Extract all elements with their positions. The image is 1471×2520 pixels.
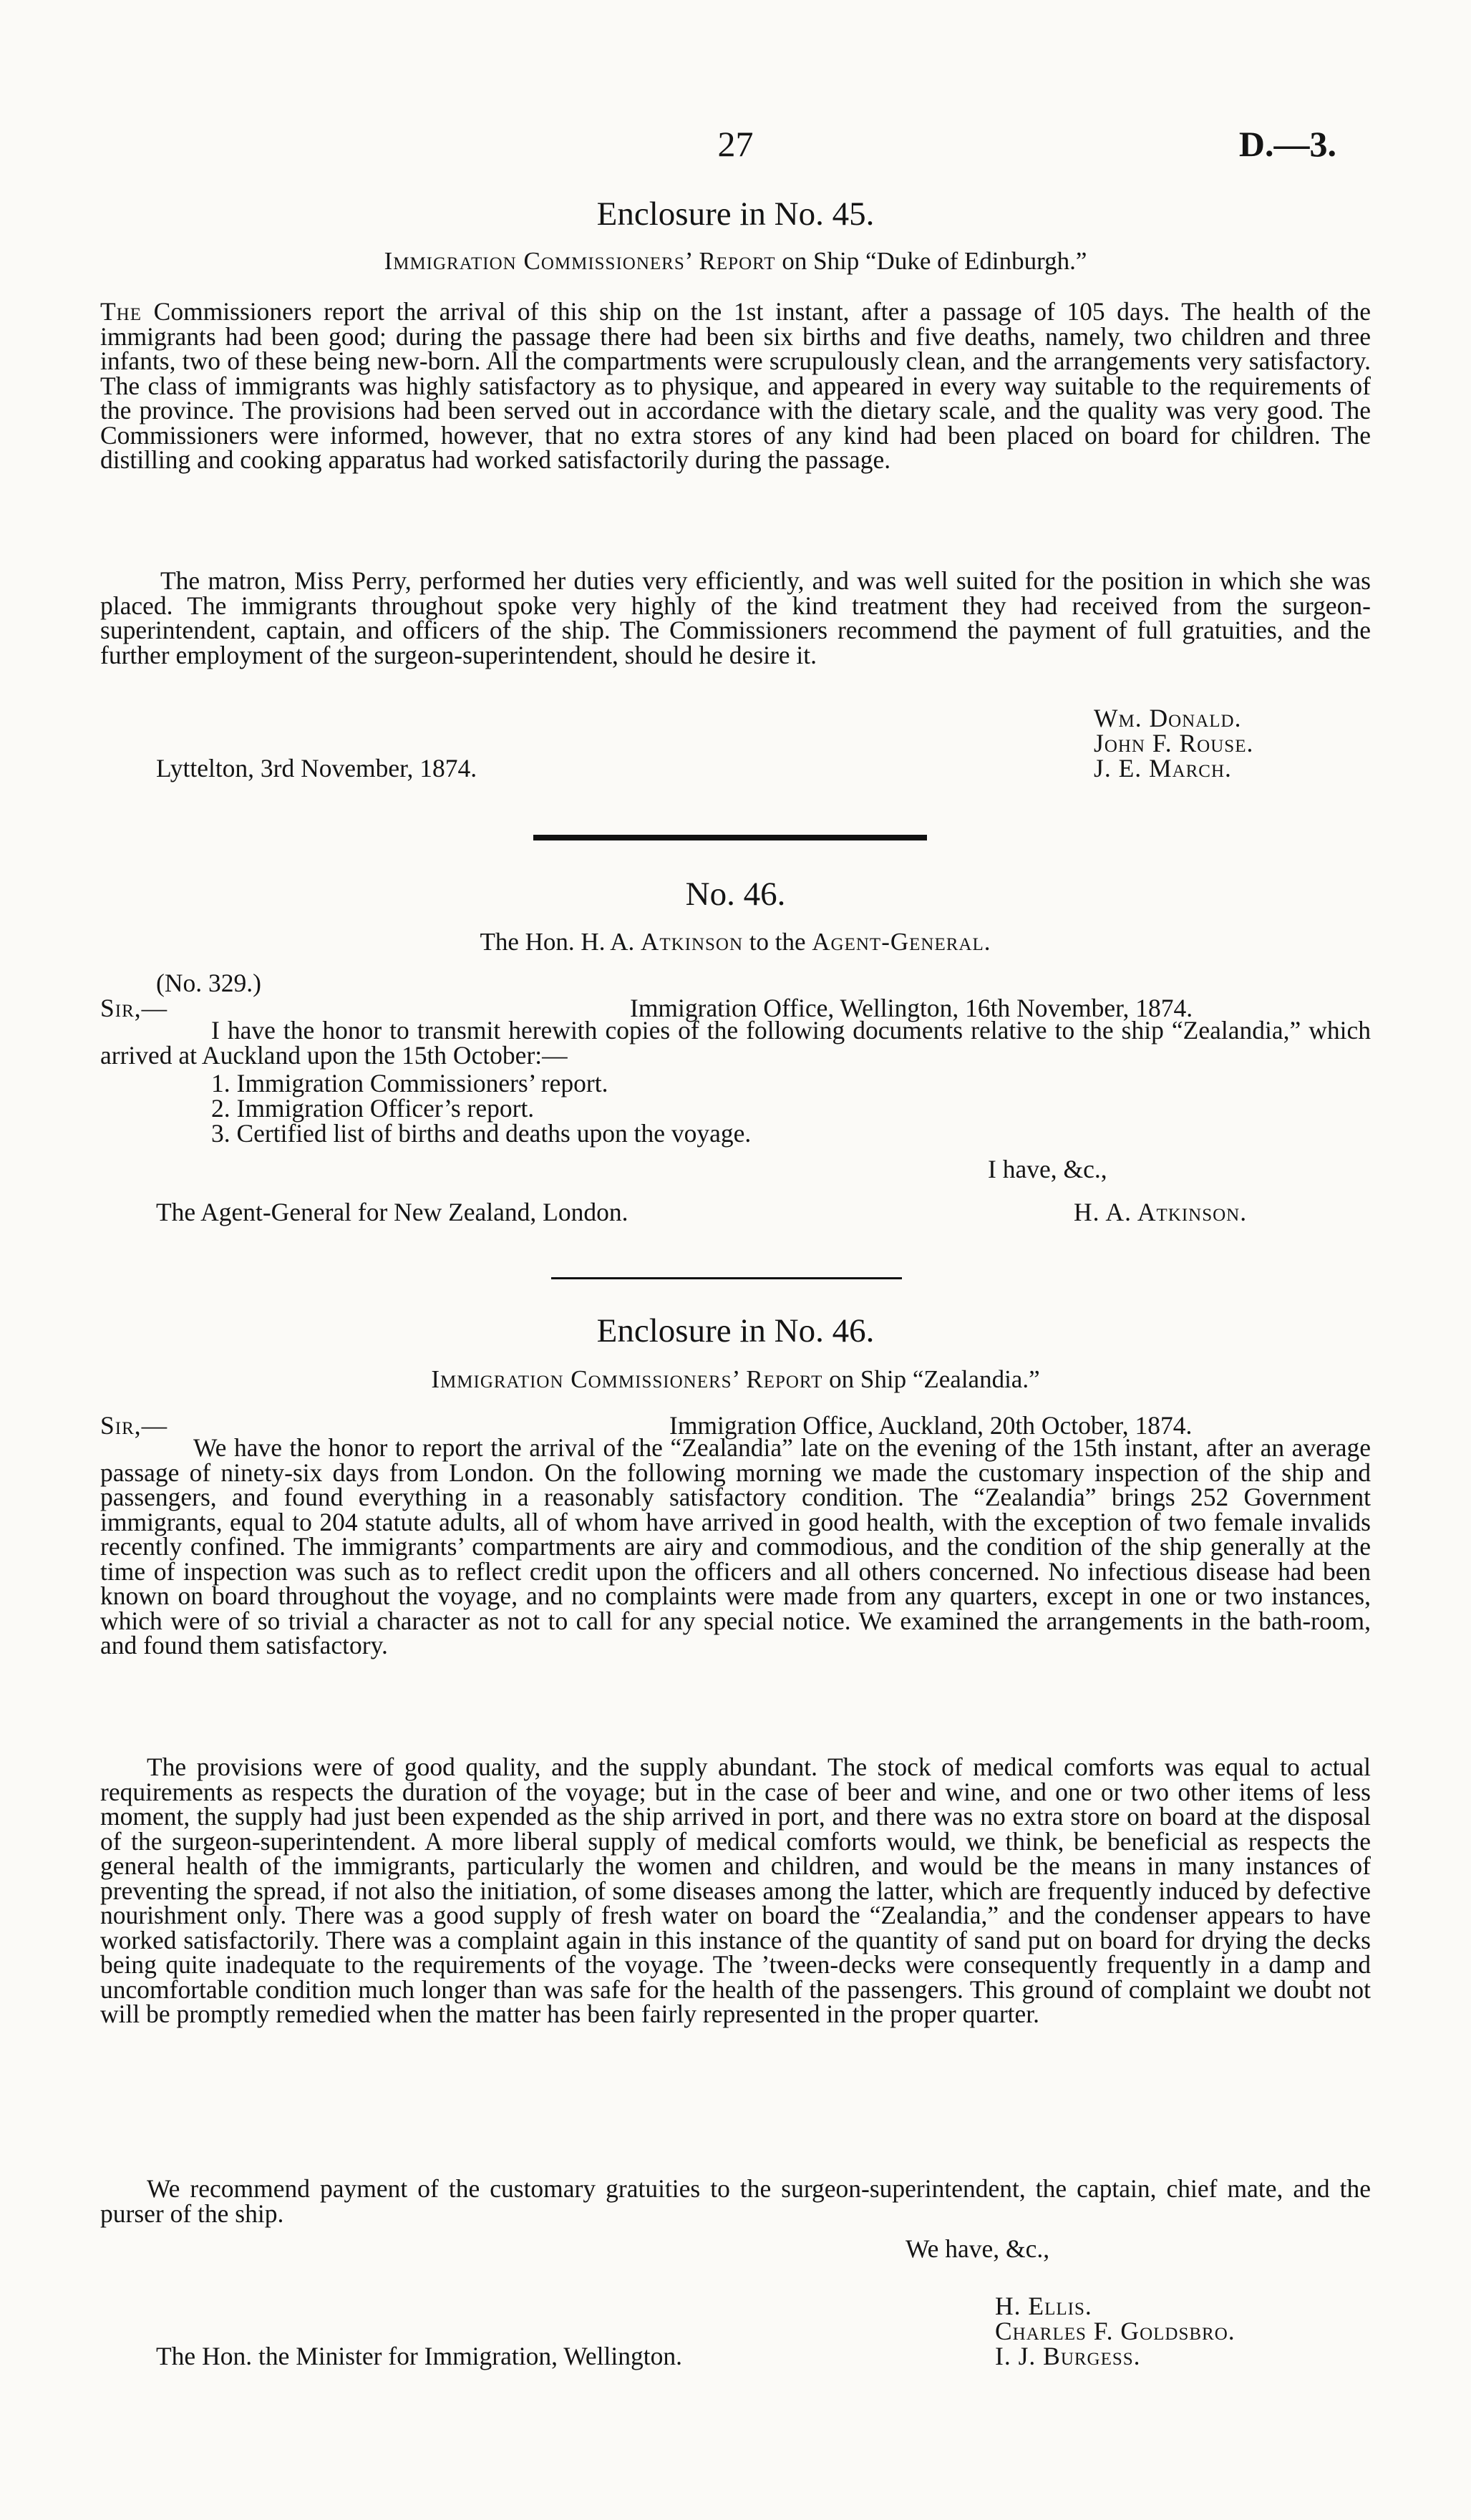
subheading-part: to the [743, 928, 812, 956]
signatory-3: I. J. Burgess. [995, 2342, 1141, 2370]
document-reference: D.—3. [1238, 124, 1336, 164]
enclosure-46-heading: Enclosure in No. 46. [596, 1312, 875, 1349]
subheading-name: Atkinson [641, 928, 744, 956]
enclosure-46-paragraph-1: We have the honor to report the arrival of the “Zealandia” late on the evening of the 15th instant, after an average passage of ninety-six days from London. On the following morning we made the customary inspection of the ship and passengers, and found everything in a reasonably satisfactory condition. The “Zealandia” brings 252 Government immigrants, equal to 204 statute adults, all of whom have arrived in good health, with the exception of two female invalids recently confined. The immigrants’ compartments are airy and commodious, and the condition of the ship generally at the time of inspection was such as to reflect credit upon the officers and all others concerned. No infectious disease had been known on board throughout the voyage, and no complaints were made from any quarters, except in one or two instances, which were of so trivial a character as not to call for any special notice. We examined the arrangements in the bath-room, and found them satisfactory. [100, 1433, 1371, 1659]
subheading-recipient: Agent-General. [812, 928, 991, 956]
no-46-subheading [0, 928, 1471, 956]
enclosure-45-subheading [0, 247, 1471, 276]
subheading-report-title: Immigration Commissioners’ Report [431, 1365, 823, 1393]
office-date: Immigration Office, Wellington, 16th November, 1874. [630, 994, 1193, 1022]
addressee: The Hon. the Minister for Immigration, Wellington. [156, 2342, 682, 2370]
signatory-2: John F. Rouse. [1094, 729, 1254, 757]
signatory-3: J. E. March. [1094, 754, 1232, 782]
enclosure-45-paragraph-1 [100, 299, 1371, 472]
signatory-2: Charles F. Goldsbro. [995, 2317, 1235, 2345]
salutation: Sir,— [100, 1411, 168, 1440]
page-number: 27 [717, 124, 754, 164]
subheading-report-title: Immigration Commissioners’ Report [384, 247, 776, 275]
list-item-1: 1. Immigration Commissioners’ report. [211, 1069, 608, 1097]
enclosure-45-paragraph-2: The matron, Miss Perry, performed her duties very efficiently, and was well suited for the position in which she was placed. The immigrants throughout spoke very highly of the kind treatment they had received from the surgeon-superintendent, captain, and officers of the ship. The Commissioners recommend the payment of full gratuities, and the further employment of the surgeon-superintendent, should he desire it. [100, 566, 1371, 669]
section-divider-thin [551, 1277, 902, 1279]
office-date: Immigration Office, Auckland, 20th October, 1874. [669, 1411, 1193, 1440]
reference-number: (No. 329.) [156, 969, 261, 997]
addressee: The Agent-General for New Zealand, London. [156, 1198, 628, 1226]
letter-closing: I have, &c., [988, 1155, 1107, 1183]
list-item-3: 3. Certified list of births and deaths upon the voyage. [211, 1119, 752, 1148]
salutation: Sir,— [100, 994, 168, 1022]
subheading-ship: on Ship “Duke of Edinburgh.” [775, 247, 1087, 275]
subheading-ship: on Ship “Zealandia.” [822, 1365, 1040, 1393]
no-46-heading: No. 46. [685, 876, 786, 913]
enclosure-45-heading: Enclosure in No. 45. [596, 195, 875, 233]
place-date: Lyttelton, 3rd November, 1874. [156, 754, 477, 782]
letter-body: I have the honor to transmit herewith copies of the following documents relative to the ship “Zealandia,” which arrived at Auckland upon the 15th October:— [100, 1016, 1371, 1070]
subheading-part: The Hon. H. A. [480, 928, 641, 956]
enclosure-46-subheading [0, 1365, 1471, 1394]
enclosure-46-paragraph-2: The provisions were of good quality, and the supply abundant. The stock of medical comforts was equal to actual requirements as respects the duration of the voyage; but in the case of beer and wine, and one or two other items of less moment, the supply had just been expended as the ship arrived in port, and there was no extra store on board at the disposal of the surgeon-superintendent. A more liberal supply of medical comforts would, we think, be beneficial as respects the general health of the immigrants, particularly the women and children, and would be the means in many instances of preventing the spread, if not also the initiation, of some diseases among the latter, which are frequently induced by defective nourishment only. There was a good supply of fresh water on board the “Zealandia,” and the condenser appears to have worked satisfactorily. There was a complaint again in this instance of the quantity of sand put on board for drying the decks being quite inadequate to the requirements of the voyage. The ’tween-decks were consequently frequently in a damp and uncomfortable condition much longer than was safe for the health of the passengers. This ground of complaint we doubt not will be promptly remedied when the matter has been fairly represented in the proper quarter. [100, 1753, 1371, 2028]
section-divider-thick [533, 835, 927, 840]
enclosure-46-paragraph-3: We recommend payment of the customary gratuities to the surgeon-superintendent, the captain, chief mate, and the purser of the ship. [100, 2174, 1371, 2228]
letter-closing: We have, &c., [906, 2234, 1050, 2263]
signatory-1: H. Ellis. [995, 2292, 1092, 2320]
signature: H. A. Atkinson. [1074, 1198, 1248, 1226]
paragraph-text: Commissioners report the arrival of this ship on the 1st instant, after a passage of 105 days. The health of the immigrants had been good; during the passage there had been six births and five deaths, namely, two children and three infants, two of these being new-born. All the compartments were scrupulously clean, and the arrangements very satisfactory. The class of immigrants was highly satisfactory as to physique, and appeared in every way suitable to the requirements of the province. The provisions had been served out in accordance with the dietary scale, and the quality was very good. The Commissioners were informed, however, that no extra stores of any kind had been placed on board for children. The distilling and cooking apparatus had worked satisfactorily during the passage. [100, 297, 1371, 474]
paragraph-lead-word: The [100, 297, 142, 326]
list-item-2: 2. Immigration Officer’s report. [211, 1094, 535, 1123]
signatory-1: Wm. Donald. [1094, 704, 1242, 732]
